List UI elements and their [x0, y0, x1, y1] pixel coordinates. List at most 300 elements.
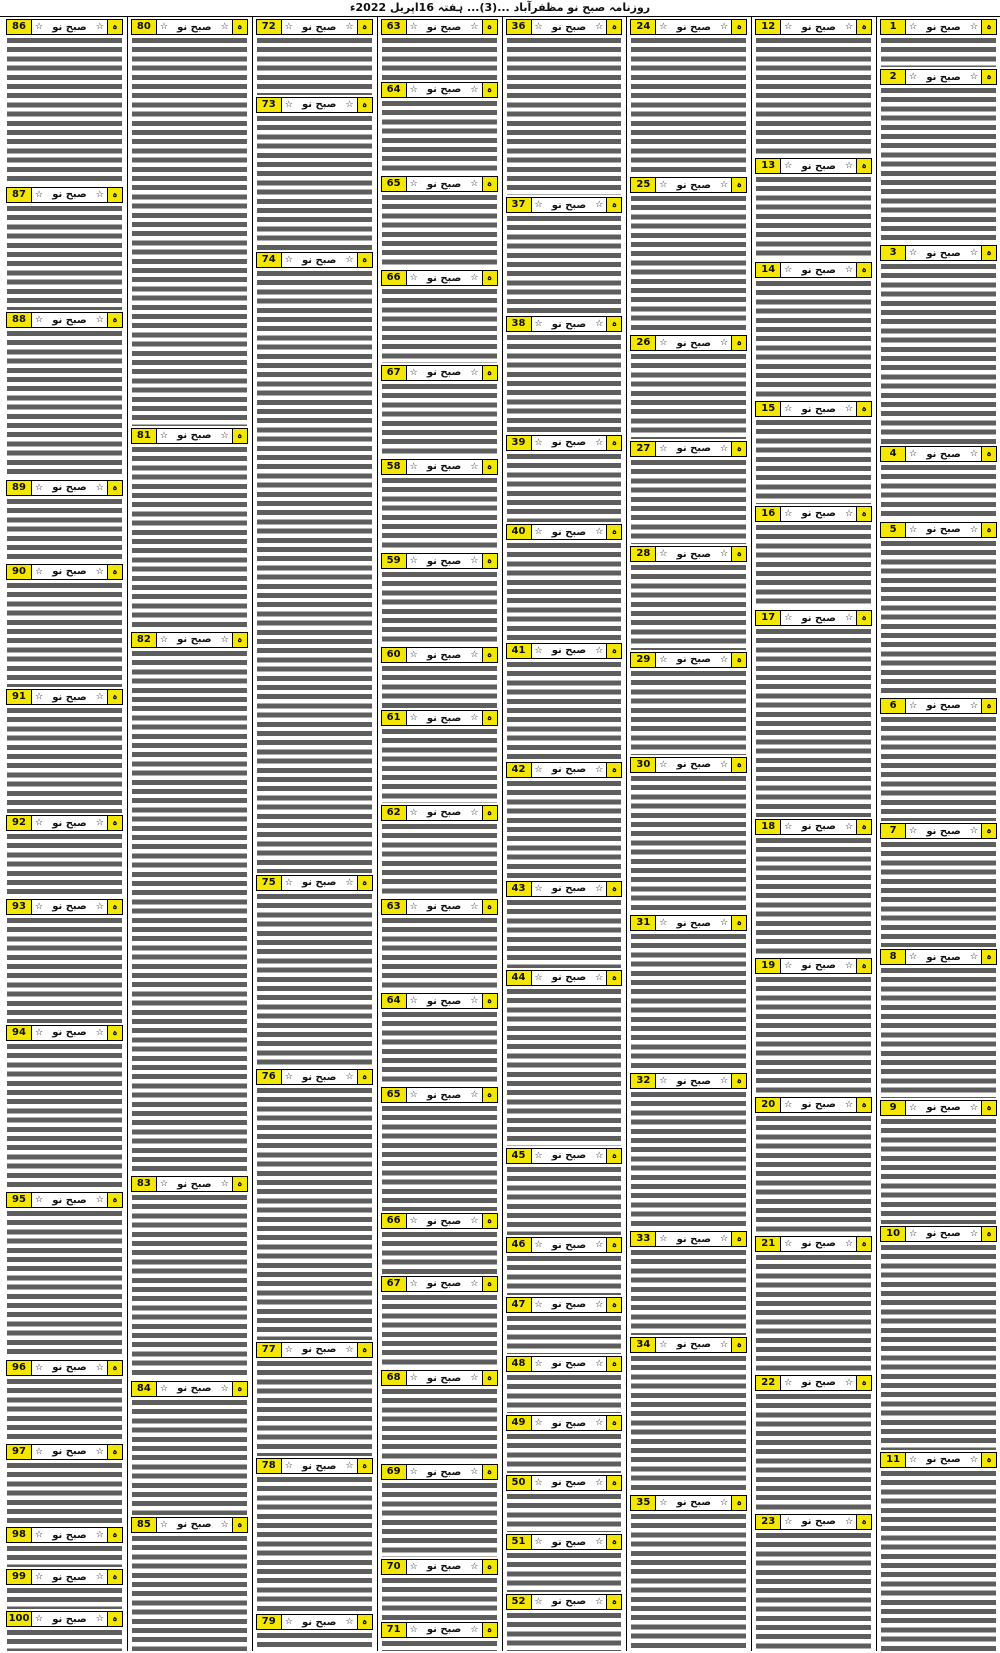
trail-marker: ہ [232, 633, 247, 647]
trail-marker: ہ [482, 1560, 497, 1574]
brand-label: صبح نو [551, 199, 587, 211]
star-icon: ☆ [35, 1027, 44, 1038]
brand-label: صبح نو [801, 960, 836, 972]
star-icon: ☆ [720, 549, 729, 560]
trail-marker: ہ [482, 366, 497, 380]
brand-label: صبح نو [52, 1362, 87, 1374]
ad-header [381, 710, 498, 726]
brand-label: صبح نو [551, 1477, 587, 1489]
trail-marker: ہ [856, 1098, 871, 1112]
ad-body-text [257, 1360, 372, 1457]
newspaper-columns [3, 17, 997, 1651]
page-masthead: روزنامہ صبح نو مظفرآباد ...(3)... ہفتہ 16اپریل 2022ء [0, 0, 1000, 17]
ad-header [506, 1148, 623, 1164]
star-icon: ☆ [534, 645, 543, 656]
trail-marker: ہ [482, 460, 497, 474]
classified-ad [506, 1146, 623, 1235]
classified-ad [256, 1067, 373, 1339]
ad-header [381, 553, 498, 569]
star-icon: ☆ [470, 273, 479, 284]
trail-marker: ہ [107, 690, 122, 704]
star-icon: ☆ [95, 1572, 104, 1583]
trail-marker: ہ [981, 447, 996, 461]
brand-label: صبح نو [426, 1561, 462, 1573]
classified-ad [755, 260, 872, 399]
ad-number: 20 [756, 1098, 781, 1112]
trail-marker: ہ [981, 950, 996, 964]
ad-body-text [881, 1118, 996, 1224]
star-icon: ☆ [35, 818, 44, 829]
trail-marker: ہ [232, 20, 247, 34]
star-icon: ☆ [720, 759, 729, 770]
star-icon: ☆ [784, 613, 793, 624]
ad-header [381, 459, 498, 475]
brand-label: صبح نو [177, 430, 212, 441]
trail-marker: ہ [856, 1515, 871, 1529]
star-icon: ☆ [284, 255, 293, 266]
star-icon: ☆ [659, 918, 668, 929]
star-icon: ☆ [284, 1617, 293, 1628]
classified-ad [880, 1098, 997, 1224]
ad-number: 79 [257, 1615, 282, 1629]
star-icon: ☆ [35, 901, 44, 912]
ad-header [6, 899, 123, 915]
star-icon: ☆ [909, 1102, 918, 1113]
star-icon: ☆ [95, 692, 104, 703]
star-icon: ☆ [845, 1377, 854, 1388]
star-icon: ☆ [720, 443, 729, 454]
trail-marker: ہ [731, 1496, 746, 1510]
star-icon: ☆ [345, 877, 354, 888]
brand-label: صبح نو [52, 482, 87, 494]
classified-ad [755, 1095, 872, 1234]
star-icon: ☆ [595, 527, 604, 538]
brand-label: صبح نو [926, 700, 961, 712]
ad-header [506, 1415, 623, 1431]
star-icon: ☆ [159, 22, 168, 32]
brand-label: صبح نو [426, 1215, 462, 1227]
classified-ad [131, 1515, 248, 1651]
ad-body-text [756, 976, 871, 1095]
trail-marker: ہ [731, 1338, 746, 1352]
trail-marker: ہ [482, 1465, 497, 1479]
column-5 [377, 17, 498, 1651]
ad-header [506, 19, 623, 35]
ad-number: 65 [382, 177, 407, 191]
classified-ad [6, 1190, 123, 1358]
classified-ad [381, 174, 498, 268]
ad-header [630, 441, 747, 457]
star-icon: ☆ [784, 1099, 793, 1110]
star-icon: ☆ [720, 180, 729, 191]
star-icon: ☆ [720, 654, 729, 665]
trail-marker: ہ [731, 20, 746, 34]
brand-label: صبح نو [926, 1102, 961, 1114]
star-icon: ☆ [284, 1461, 293, 1472]
star-icon: ☆ [284, 1344, 293, 1355]
star-icon: ☆ [595, 1299, 604, 1310]
trail-marker: ہ [357, 20, 372, 34]
star-icon: ☆ [969, 826, 978, 837]
brand-label: صبح نو [52, 1571, 87, 1583]
classified-ad [6, 1525, 123, 1567]
star-icon: ☆ [969, 524, 978, 535]
star-icon: ☆ [659, 443, 668, 454]
ad-body-text [756, 837, 871, 956]
trail-marker: ہ [482, 1214, 497, 1228]
brand-label: صبح نو [926, 951, 961, 963]
ad-body-text [382, 1482, 497, 1556]
star-icon: ☆ [409, 1090, 418, 1101]
star-icon: ☆ [534, 1477, 543, 1488]
star-icon: ☆ [409, 650, 418, 661]
ad-header [506, 524, 623, 540]
ad-body-text [756, 37, 871, 156]
trail-marker: ہ [232, 1518, 247, 1532]
ad-body-text [132, 650, 247, 1175]
brand-label: صبح نو [551, 972, 587, 984]
ad-number: 67 [382, 366, 407, 380]
brand-label: صبح نو [801, 1238, 836, 1250]
classified-ad [880, 520, 997, 696]
ad-header [880, 823, 997, 839]
brand-label: صبح نو [177, 1519, 212, 1531]
trail-marker: ہ [606, 971, 621, 985]
brand-label: صبح نو [426, 461, 462, 473]
star-icon: ☆ [659, 1076, 668, 1087]
classified-ad [630, 333, 747, 438]
trail-marker: ہ [981, 523, 996, 537]
star-icon: ☆ [845, 613, 854, 624]
ad-number: 4 [881, 447, 906, 461]
brand-label: صبح نو [801, 1516, 836, 1528]
brand-label: صبح نو [676, 1339, 712, 1351]
ad-body-text [382, 1105, 497, 1211]
ad-body-text [257, 37, 372, 95]
ad-number: 64 [382, 83, 407, 97]
ad-number: 42 [507, 763, 532, 777]
star-icon: ☆ [345, 255, 354, 266]
classified-ad [256, 1340, 373, 1457]
star-icon: ☆ [720, 1339, 729, 1350]
ad-body-text [756, 1393, 871, 1512]
brand-label: صبح نو [301, 99, 337, 111]
brand-label: صبح نو [426, 555, 462, 567]
ad-body-text [257, 1476, 372, 1612]
ad-number: 84 [132, 1382, 157, 1396]
ad-number: 24 [631, 20, 656, 34]
ad-header [755, 158, 872, 174]
ad-body-text [132, 1194, 247, 1378]
ad-body-text [507, 542, 622, 641]
ad-body-text [257, 1087, 372, 1339]
classified-ad [880, 444, 997, 519]
ad-body-text [507, 780, 622, 879]
ad-header [755, 1097, 872, 1113]
brand-label: صبح نو [926, 825, 961, 837]
ad-header [256, 1069, 373, 1085]
ad-header [131, 1176, 248, 1192]
ad-header [880, 1226, 997, 1242]
ad-body-text [507, 1166, 622, 1235]
ad-header [381, 82, 498, 98]
classified-ad [6, 1609, 123, 1651]
ad-body-text [631, 933, 746, 1071]
trail-marker: ہ [107, 1445, 122, 1459]
trail-marker: ہ [107, 816, 122, 830]
ad-number: 80 [132, 20, 157, 34]
star-icon: ☆ [470, 1090, 479, 1101]
trail-marker: ہ [606, 198, 621, 212]
classified-ad [256, 1456, 373, 1612]
brand-label: صبح نو [301, 1460, 337, 1472]
star-icon: ☆ [595, 1596, 604, 1607]
ad-number: 98 [7, 1528, 32, 1542]
brand-label: صبح نو [551, 526, 587, 538]
brand-label: صبح نو [676, 21, 712, 33]
ad-header [506, 1534, 623, 1550]
ad-number: 74 [257, 253, 282, 267]
ad-number: 66 [382, 271, 407, 285]
classified-ad [755, 608, 872, 817]
brand-label: صبح نو [52, 21, 87, 33]
ad-header [755, 262, 872, 278]
ad-header [6, 1444, 123, 1460]
trail-marker: ہ [482, 900, 497, 914]
ad-body-text [631, 1091, 746, 1229]
ad-number: 18 [756, 820, 781, 834]
ad-header [506, 435, 623, 451]
ad-number: 71 [382, 1623, 407, 1637]
ad-header [6, 1611, 123, 1627]
ad-number: 5 [881, 523, 906, 537]
star-icon: ☆ [534, 437, 543, 448]
star-icon: ☆ [534, 1358, 543, 1369]
ad-body-text [507, 988, 622, 1146]
star-icon: ☆ [659, 759, 668, 770]
ad-header [880, 522, 997, 538]
star-icon: ☆ [159, 1519, 168, 1530]
star-icon: ☆ [35, 566, 44, 577]
star-icon: ☆ [284, 99, 293, 110]
classified-ad [381, 803, 498, 897]
brand-label: صبح نو [426, 367, 462, 379]
star-icon: ☆ [220, 1179, 229, 1190]
ad-header [880, 1100, 997, 1116]
ad-number: 40 [507, 525, 532, 539]
brand-label: صبح نو [177, 1383, 212, 1395]
ad-number: 46 [507, 1238, 532, 1252]
ad-number: 100 [7, 1612, 32, 1626]
ad-body-text [507, 215, 622, 314]
brand-label: صبح نو [551, 1239, 587, 1251]
trail-marker: ہ [856, 263, 871, 277]
column-1 [876, 17, 997, 1651]
ad-number: 64 [382, 994, 407, 1008]
brand-label: صبح نو [426, 901, 462, 913]
ad-number: 67 [382, 1277, 407, 1291]
ad-number: 35 [631, 1496, 656, 1510]
classified-ad [630, 175, 747, 333]
ad-number: 69 [382, 1465, 407, 1479]
ad-body-text [7, 1043, 122, 1191]
star-icon: ☆ [909, 952, 918, 963]
star-icon: ☆ [284, 22, 293, 32]
ad-header [755, 819, 872, 835]
ad-body-text [881, 841, 996, 947]
star-icon: ☆ [409, 556, 418, 567]
star-icon: ☆ [35, 1530, 44, 1541]
star-icon: ☆ [534, 764, 543, 775]
brand-label: صبح نو [801, 1377, 836, 1389]
trail-marker: ہ [856, 1376, 871, 1390]
ad-number: 83 [132, 1177, 157, 1191]
trail-marker: ہ [731, 547, 746, 561]
star-icon: ☆ [909, 524, 918, 535]
star-icon: ☆ [845, 1516, 854, 1527]
classified-ad [880, 17, 997, 67]
star-icon: ☆ [470, 367, 479, 378]
classified-ad [755, 1234, 872, 1373]
classified-ad [6, 1567, 123, 1609]
brand-label: صبح نو [426, 1624, 462, 1636]
ad-header [6, 564, 123, 580]
trail-marker: ہ [606, 436, 621, 450]
classified-ad [381, 17, 498, 80]
classified-ad [256, 1612, 373, 1651]
ad-number: 33 [631, 1232, 656, 1246]
ad-number: 49 [507, 1416, 532, 1430]
brand-label: صبح نو [551, 1150, 587, 1162]
ad-body-text [382, 1011, 497, 1085]
ad-body-text [631, 459, 746, 544]
star-icon: ☆ [784, 821, 793, 832]
ad-number: 90 [7, 565, 32, 579]
ad-header [6, 187, 123, 203]
ad-header [381, 365, 498, 381]
trail-marker: ہ [482, 1277, 497, 1291]
classified-ad [6, 185, 123, 311]
star-icon: ☆ [534, 22, 543, 32]
ad-number: 96 [7, 1361, 32, 1375]
ad-body-text [7, 1629, 122, 1651]
ad-header [6, 815, 123, 831]
star-icon: ☆ [95, 818, 104, 829]
classified-ad [6, 1358, 123, 1442]
star-icon: ☆ [409, 461, 418, 472]
star-icon: ☆ [470, 713, 479, 724]
star-icon: ☆ [784, 1516, 793, 1527]
ad-number: 94 [7, 1026, 32, 1040]
star-icon: ☆ [909, 700, 918, 711]
ad-body-text [631, 37, 746, 175]
ad-number: 92 [7, 816, 32, 830]
ad-body-text [7, 582, 122, 688]
ad-number: 9 [881, 1101, 906, 1115]
star-icon: ☆ [470, 650, 479, 661]
ad-header [755, 1514, 872, 1530]
star-icon: ☆ [845, 404, 854, 415]
ad-header [755, 958, 872, 974]
ad-body-text [507, 1255, 622, 1294]
ad-header [6, 1192, 123, 1208]
ad-header [256, 1458, 373, 1474]
ad-body-text [7, 205, 122, 311]
ad-body-text [7, 498, 122, 562]
classified-ad [381, 457, 498, 551]
ad-body-text [382, 1577, 497, 1620]
star-icon: ☆ [409, 1467, 418, 1478]
ad-body-text [382, 477, 497, 551]
column-2 [751, 17, 872, 1651]
brand-label: صبح نو [52, 314, 87, 326]
classified-ad [381, 363, 498, 457]
ad-header [256, 1342, 373, 1358]
classified-ad [381, 268, 498, 362]
star-icon: ☆ [345, 22, 354, 32]
ad-body-text [382, 728, 497, 802]
ad-body-text [132, 1399, 247, 1515]
star-icon: ☆ [969, 248, 978, 259]
classified-ad [506, 1473, 623, 1532]
brand-label: صبح نو [676, 917, 712, 929]
column-8 [3, 17, 123, 1651]
star-icon: ☆ [95, 189, 104, 200]
brand-label: صبح نو [52, 1613, 87, 1625]
star-icon: ☆ [220, 22, 229, 32]
star-icon: ☆ [595, 972, 604, 983]
classified-ad [6, 17, 123, 185]
classified-ad [880, 1224, 997, 1450]
ad-body-text [382, 917, 497, 991]
brand-label: صبح نو [52, 566, 87, 578]
brand-label: صبح نو [426, 178, 462, 190]
ad-header [131, 19, 248, 35]
ad-header [880, 698, 997, 714]
star-icon: ☆ [95, 1446, 104, 1457]
ad-body-text [756, 1115, 871, 1234]
ad-header [381, 647, 498, 663]
star-icon: ☆ [595, 1537, 604, 1548]
star-icon: ☆ [659, 22, 668, 32]
ad-number: 52 [507, 1595, 532, 1609]
star-icon: ☆ [284, 877, 293, 888]
star-icon: ☆ [159, 634, 168, 645]
star-icon: ☆ [720, 1234, 729, 1245]
star-icon: ☆ [470, 996, 479, 1007]
trail-marker: ہ [856, 159, 871, 173]
brand-label: صبح نو [551, 1536, 587, 1548]
ad-number: 8 [881, 950, 906, 964]
star-icon: ☆ [95, 1027, 104, 1038]
ad-body-text [7, 1462, 122, 1526]
ad-body-text [382, 37, 497, 80]
brand-label: صبح نو [801, 612, 836, 624]
star-icon: ☆ [35, 692, 44, 703]
ad-body-text [7, 330, 122, 478]
star-icon: ☆ [845, 1099, 854, 1110]
classified-ad [630, 1229, 747, 1334]
classified-ad [6, 1023, 123, 1191]
star-icon: ☆ [595, 22, 604, 32]
star-icon: ☆ [470, 807, 479, 818]
brand-label: صبح نو [301, 254, 337, 266]
star-icon: ☆ [470, 556, 479, 567]
ad-header [630, 1073, 747, 1089]
ad-number: 2 [881, 70, 906, 84]
brand-label: صبح نو [551, 1299, 587, 1311]
classified-ad [506, 1413, 623, 1472]
